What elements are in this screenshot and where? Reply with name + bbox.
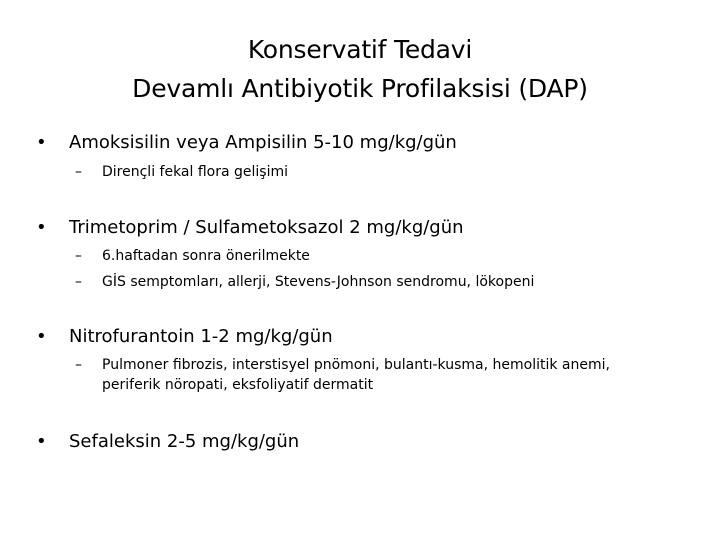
sub-dash: – bbox=[75, 357, 82, 373]
bullet-item-trimetoprim bbox=[36, 216, 464, 240]
sub-dash: – bbox=[75, 274, 82, 290]
bullet-dot: • bbox=[36, 326, 47, 347]
sub-item bbox=[75, 355, 610, 395]
bullet-text: Nitrofurantoin 1-2 mg/kg/gün bbox=[69, 326, 333, 347]
sub-item bbox=[75, 162, 288, 182]
sub-dash: – bbox=[75, 248, 82, 264]
sub-dash: – bbox=[75, 164, 82, 180]
bullet-dot: • bbox=[36, 217, 47, 238]
bullet-item-sefaleksin bbox=[36, 430, 299, 454]
bullet-dot: • bbox=[36, 132, 47, 153]
sub-text-line-1: Pulmoner fibrozis, interstisyel pnömoni, bulantı-kusma, hemolitik anemi, bbox=[102, 357, 610, 373]
sub-item bbox=[75, 246, 310, 266]
title-line-2: Devamlı Antibiyotik Profilaksisi (DAP) bbox=[132, 74, 588, 103]
sub-text: 6.haftadan sonra önerilmekte bbox=[102, 248, 310, 264]
sub-text-line-2: periferik nöropati, eksfoliyatif dermatit bbox=[102, 377, 374, 393]
bullet-item-nitrofurantoin bbox=[36, 325, 333, 349]
bullet-text: Amoksisilin veya Ampisilin 5-10 mg/kg/gün bbox=[69, 132, 457, 153]
bullet-item-amoksisilin bbox=[36, 131, 457, 155]
bullet-text: Sefaleksin 2-5 mg/kg/gün bbox=[69, 431, 300, 452]
bullet-dot: • bbox=[36, 431, 47, 452]
sub-text: Dirençli fekal flora gelişimi bbox=[102, 164, 289, 180]
sub-text: GİS semptomları, allerji, Stevens-Johnson sendromu, lökopeni bbox=[102, 274, 535, 290]
sub-item bbox=[75, 272, 534, 292]
bullet-text: Trimetoprim / Sulfametoksazol 2 mg/kg/gün bbox=[69, 217, 464, 238]
title-line-1: Konservatif Tedavi bbox=[247, 35, 473, 64]
